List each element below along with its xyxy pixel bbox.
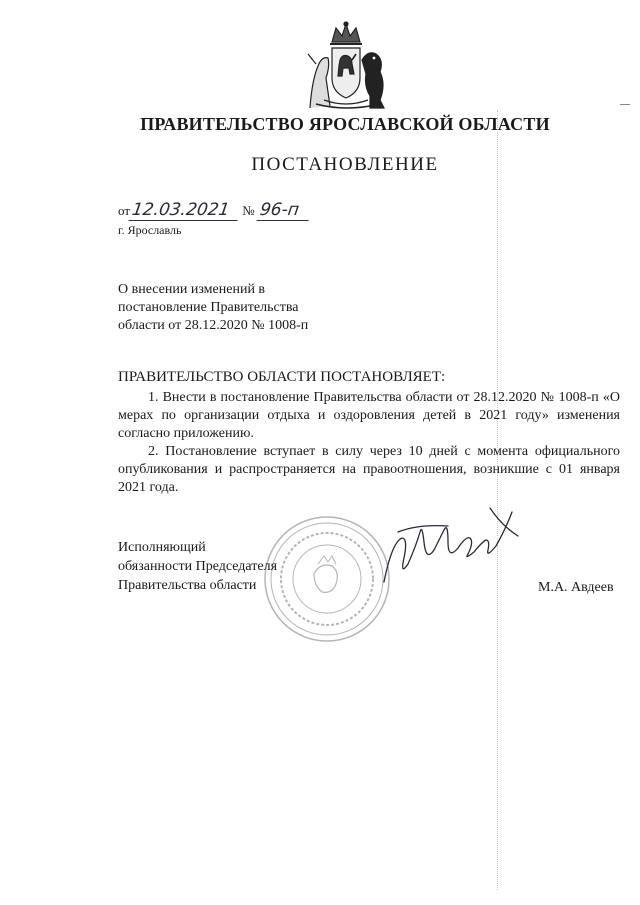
- document-type: ПОСТАНОВЛЕНИЕ: [251, 154, 439, 175]
- number-prefix: №: [242, 203, 255, 218]
- organization-title: ПРАВИТЕЛЬСТВО ЯРОСЛАВСКОЙ ОБЛАСТИ: [140, 114, 550, 134]
- scan-fold-line: [497, 110, 498, 890]
- document-date: 12.03.2021: [129, 200, 241, 221]
- subject-line: области от 28.12.2020 № 1008-п: [118, 318, 309, 333]
- city: г. Ярославль: [118, 223, 182, 237]
- date-prefix: от: [118, 203, 131, 218]
- subject-line: О внесении изменений в: [118, 282, 266, 297]
- paragraph-2: 2. Постановление вступает в силу через 10 дней с момента официального опубликования и распространяется на правоотношения, возникшие с 01 января 2021 года.: [118, 444, 620, 495]
- handwritten-signature-icon: [378, 502, 528, 594]
- paragraph-1: 1. Внести в постановление Правительства области от 28.12.2020 № 1008-п «О мерах по организации отдыха и оздоровления детей в 2021 году» изменения согласно приложению.: [118, 390, 620, 441]
- registration-line: [118, 200, 310, 221]
- signatory-title-line: Исполняющий: [118, 540, 206, 555]
- signatory-title-line: обязанности Председателя: [118, 559, 278, 574]
- document-body: [118, 389, 620, 497]
- scan-edge-mark: [620, 104, 630, 105]
- signatory-title: [118, 538, 277, 595]
- resolves-heading: ПРАВИТЕЛЬСТВО ОБЛАСТИ ПОСТАНОВЛЯЕТ:: [118, 369, 446, 385]
- document-number: 96-п: [256, 200, 311, 221]
- official-seal-icon: [262, 514, 392, 644]
- signatory-title-line: Правительства области: [118, 578, 257, 593]
- signatory-name: М.А. Авдеев: [538, 580, 614, 595]
- coat-of-arms-icon: [296, 20, 396, 112]
- subject-line: постановление Правительства: [118, 300, 299, 315]
- document-subject: [118, 281, 378, 335]
